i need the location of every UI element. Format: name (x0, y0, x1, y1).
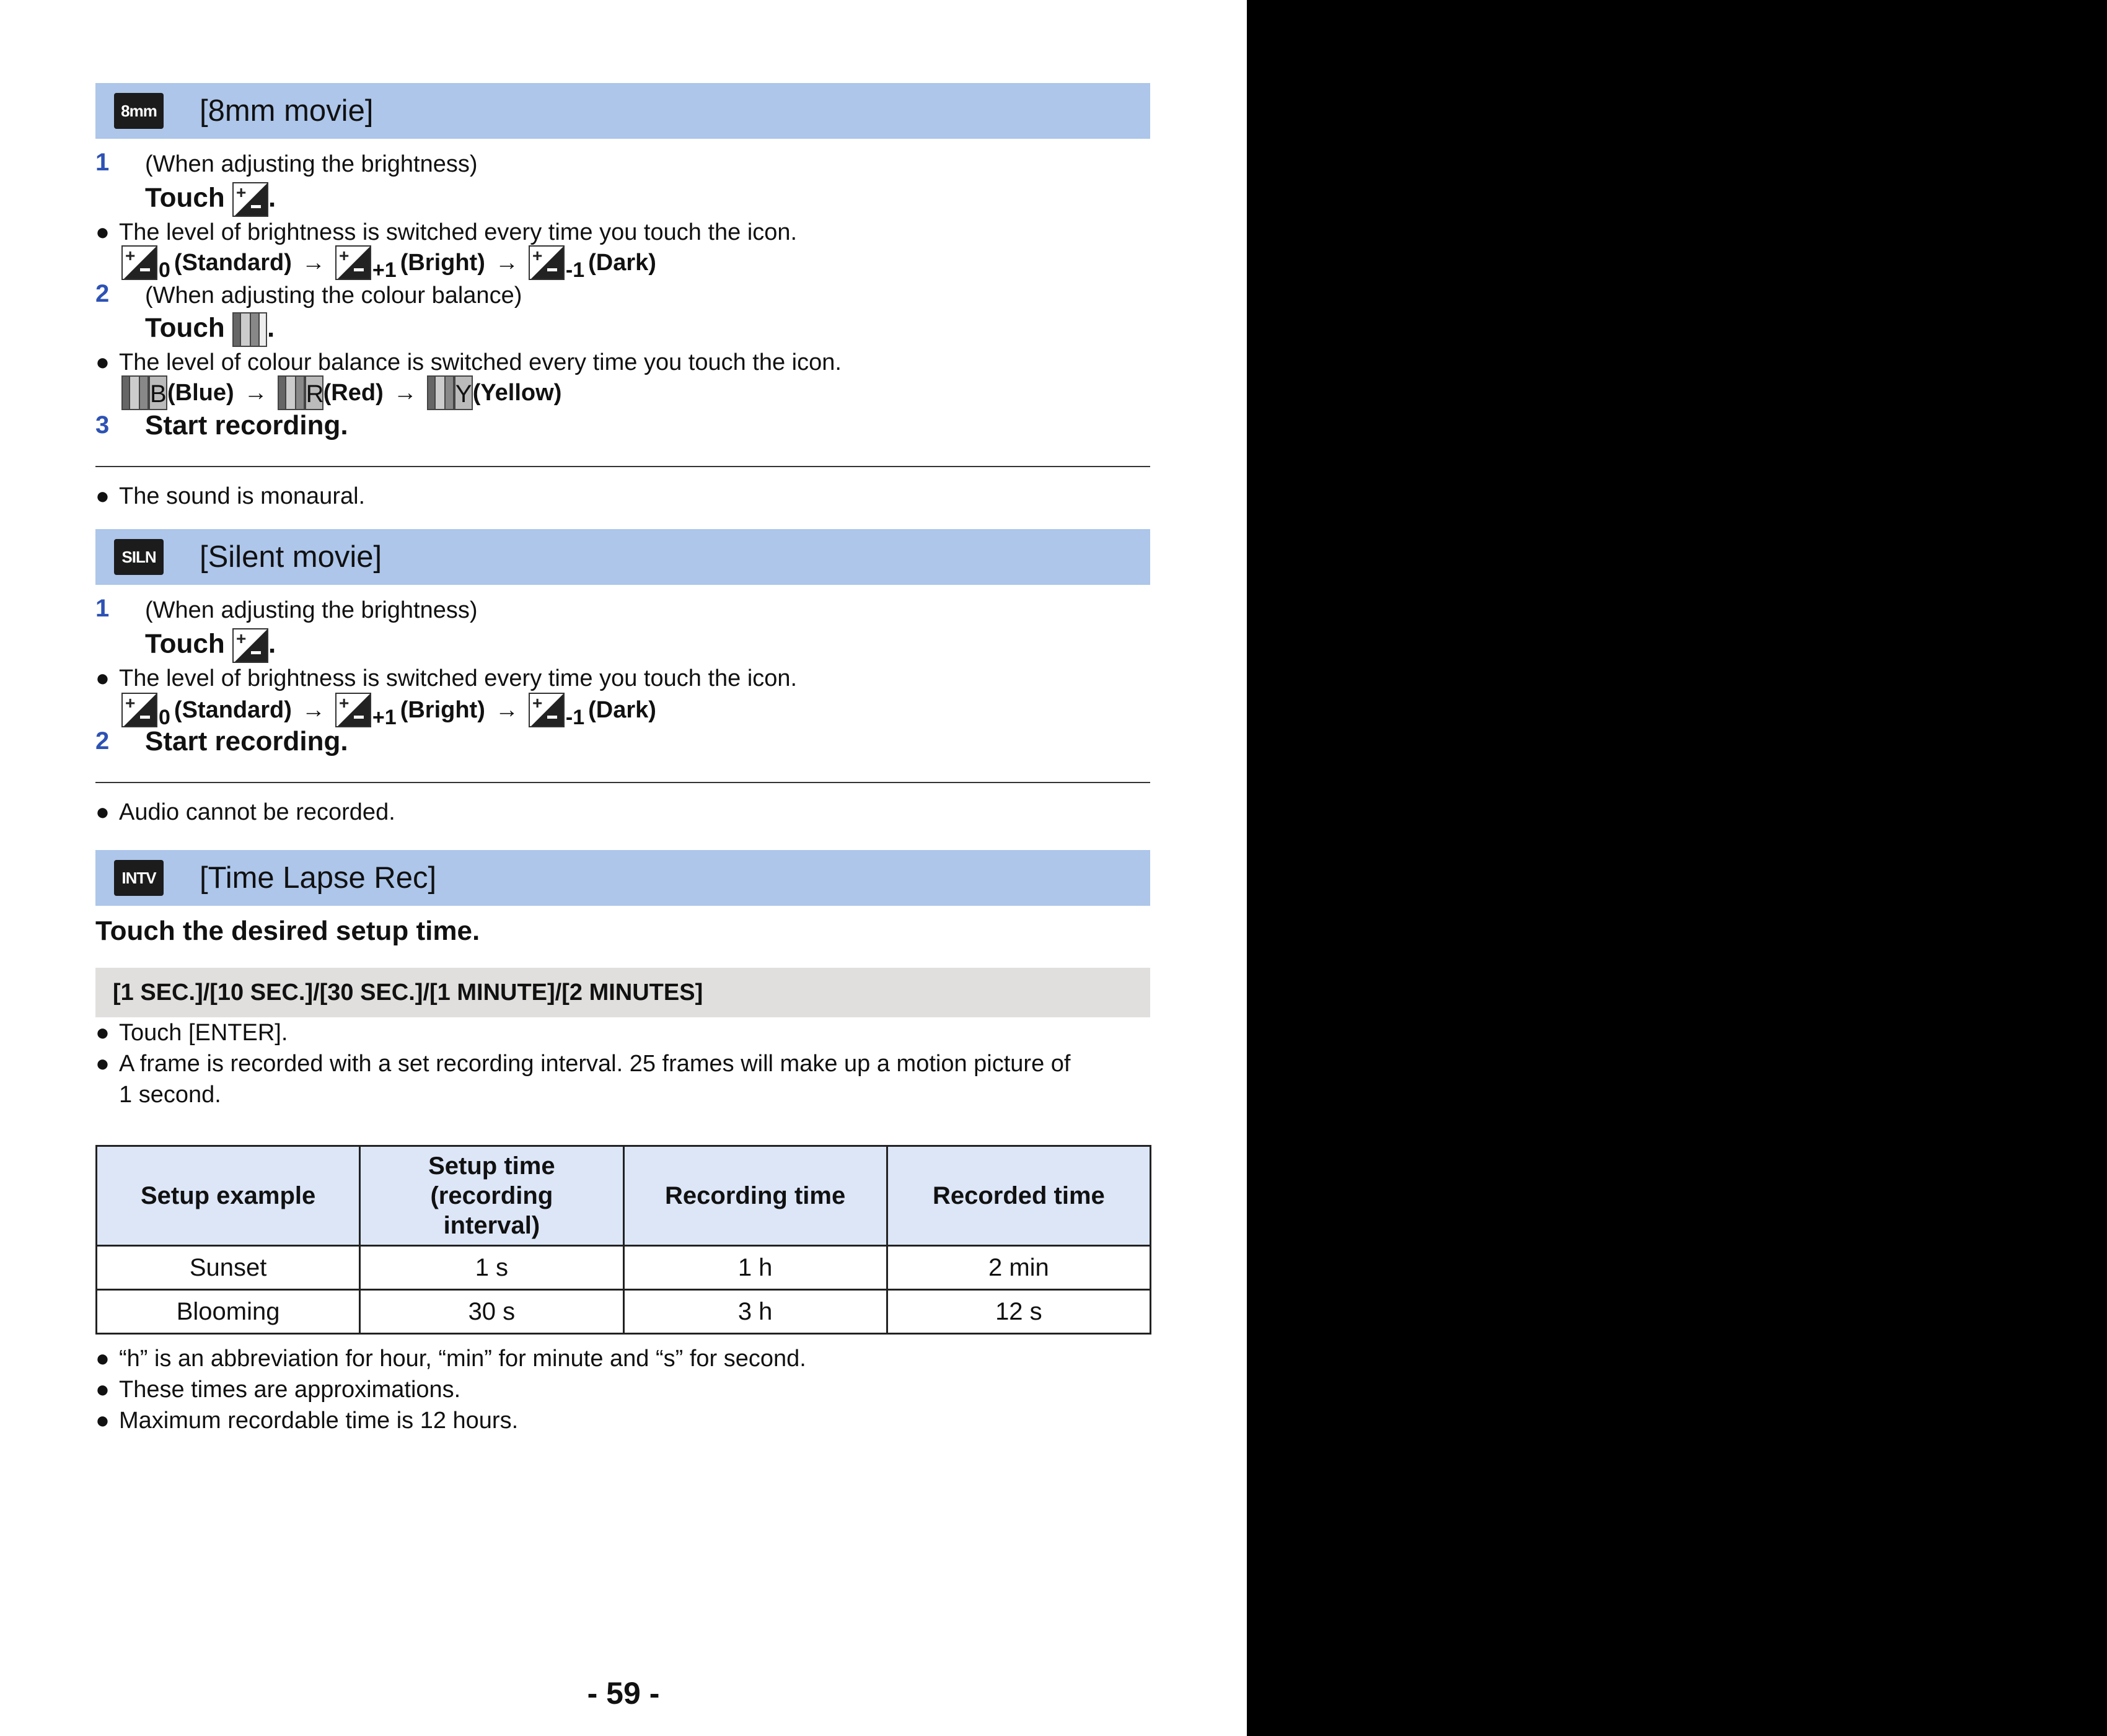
arrow-icon: → (301, 696, 325, 723)
divider (95, 782, 1150, 783)
step-number: 2 (95, 727, 110, 755)
svg-text:+: + (235, 629, 247, 648)
bullet-item: ● A frame is recorded with a set recording interval. 25 frames will make up a motion picture of (95, 1051, 1071, 1077)
step-subtitle: (When adjusting the brightness) (145, 151, 478, 177)
note-item: ● Audio cannot be recorded. (95, 799, 395, 825)
table-cell: 2 min (887, 1246, 1150, 1290)
brightness-icon (121, 245, 157, 280)
step-instruction: Start recording. (145, 410, 348, 441)
intv-badge-icon: INTV (114, 860, 164, 896)
step-subtitle: (When adjusting the colour balance) (145, 283, 522, 309)
period-text: . (268, 628, 276, 659)
table-cell: 1 h (623, 1246, 887, 1290)
note-item: ● The sound is monaural. (95, 483, 366, 509)
table-row (97, 1290, 1151, 1334)
options-box (95, 968, 1150, 1017)
brightness-icon (335, 245, 371, 280)
colour-balance-icon (121, 375, 149, 410)
instruction-text: Touch the desired setup time. (95, 916, 480, 946)
svg-text:+: + (338, 693, 350, 712)
section-header-time-lapse (95, 850, 1150, 906)
step-number: 1 (95, 149, 110, 176)
level-subscript: +1 (372, 258, 397, 282)
touch-label: Touch (145, 182, 225, 213)
step-instruction (145, 628, 276, 663)
section-header-8mm-movie (95, 83, 1150, 139)
level-subscript: 0 (159, 258, 170, 282)
table-header-row (97, 1146, 1151, 1246)
touch-label: Touch (145, 628, 225, 659)
bullet-item: ● The level of colour balance is switched every time you touch the icon. (95, 349, 842, 375)
level-label: (Dark) (588, 249, 656, 276)
divider (95, 466, 1150, 467)
step-instruction: Start recording. (145, 726, 348, 756)
colour-letter: B (149, 375, 167, 410)
colour-label: (Yellow) (472, 379, 562, 406)
brightness-icon (232, 628, 268, 663)
step-number: 2 (95, 280, 110, 307)
section-title: [Silent movie] (200, 540, 382, 574)
svg-text:+: + (125, 693, 136, 712)
brightness-sequence (121, 690, 656, 730)
level-subscript: 0 (159, 705, 170, 729)
time-lapse-table (95, 1145, 1151, 1335)
colour-sequence (121, 373, 561, 413)
siln-badge-icon: SILN (114, 539, 164, 575)
brightness-icon (529, 693, 565, 727)
arrow-icon: → (495, 696, 519, 723)
8mm-badge-icon: 8mm (114, 93, 164, 129)
period-text: . (266, 312, 275, 343)
table-cell: 3 h (623, 1290, 887, 1334)
options-text: [1 SEC.]/[10 SEC.]/[30 SEC.]/[1 MINUTE]/[2 MINUTES] (113, 980, 703, 1006)
level-subscript: -1 (565, 258, 585, 282)
svg-text:+: + (338, 246, 350, 265)
svg-text:+: + (532, 693, 543, 712)
page-number: - 59 - (587, 1676, 660, 1711)
touch-label: Touch (145, 312, 225, 343)
bullet-item: ● The level of brightness is switched every time you touch the icon. (95, 665, 798, 691)
section-header-silent-movie (95, 529, 1150, 585)
header-setup-example: Setup example (97, 1146, 360, 1246)
step-instruction (145, 182, 276, 217)
step-subtitle: (When adjusting the brightness) (145, 597, 478, 623)
bullet-continuation: 1 second. (119, 1082, 221, 1108)
brightness-icon (232, 182, 268, 217)
colour-letter: Y (454, 375, 473, 410)
arrow-icon: → (393, 379, 417, 406)
header-setup-time: Setup time (recording interval) (360, 1146, 623, 1246)
level-subscript: +1 (372, 705, 397, 729)
table-cell: 1 s (360, 1246, 623, 1290)
header-recorded-time: Recorded time (887, 1146, 1150, 1246)
step-instruction (145, 312, 275, 347)
colour-balance-icon (232, 312, 267, 347)
level-label: (Bright) (400, 249, 485, 276)
svg-text:+: + (235, 183, 247, 202)
header-recording-time: Recording time (623, 1146, 887, 1246)
colour-balance-icon (427, 375, 454, 410)
step-number: 1 (95, 595, 110, 622)
svg-text:+: + (125, 246, 136, 265)
bullet-item: ● Touch [ENTER]. (95, 1020, 288, 1046)
svg-text:+: + (532, 246, 543, 265)
arrow-icon: → (495, 249, 519, 276)
table-cell: 30 s (360, 1290, 623, 1334)
brightness-icon (335, 693, 371, 727)
note-item: ● Maximum recordable time is 12 hours. (95, 1408, 519, 1434)
table-cell: Blooming (97, 1290, 360, 1334)
brightness-icon (529, 245, 565, 280)
bullet-item: ● The level of brightness is switched every time you touch the icon. (95, 219, 798, 245)
arrow-icon: → (244, 379, 268, 406)
brightness-icon (121, 693, 157, 727)
table-row (97, 1246, 1151, 1290)
note-item: ● These times are approximations. (95, 1377, 461, 1403)
colour-label: (Red) (323, 379, 384, 406)
colour-balance-icon (278, 375, 305, 410)
table-cell: Sunset (97, 1246, 360, 1290)
step-number: 3 (95, 411, 110, 439)
section-title: [8mm movie] (200, 94, 374, 128)
section-title: [Time Lapse Rec] (200, 861, 437, 895)
level-subscript: -1 (565, 705, 585, 729)
table-cell: 12 s (887, 1290, 1150, 1334)
colour-label: (Blue) (167, 379, 234, 406)
level-label: (Dark) (588, 696, 656, 723)
level-label: (Standard) (174, 249, 292, 276)
colour-letter: R (305, 375, 323, 410)
brightness-sequence (121, 243, 656, 283)
level-label: (Bright) (400, 696, 485, 723)
level-label: (Standard) (174, 696, 292, 723)
note-item: ● “h” is an abbreviation for hour, “min” for minute and “s” for second. (95, 1346, 806, 1372)
arrow-icon: → (301, 249, 325, 276)
period-text: . (268, 182, 276, 213)
